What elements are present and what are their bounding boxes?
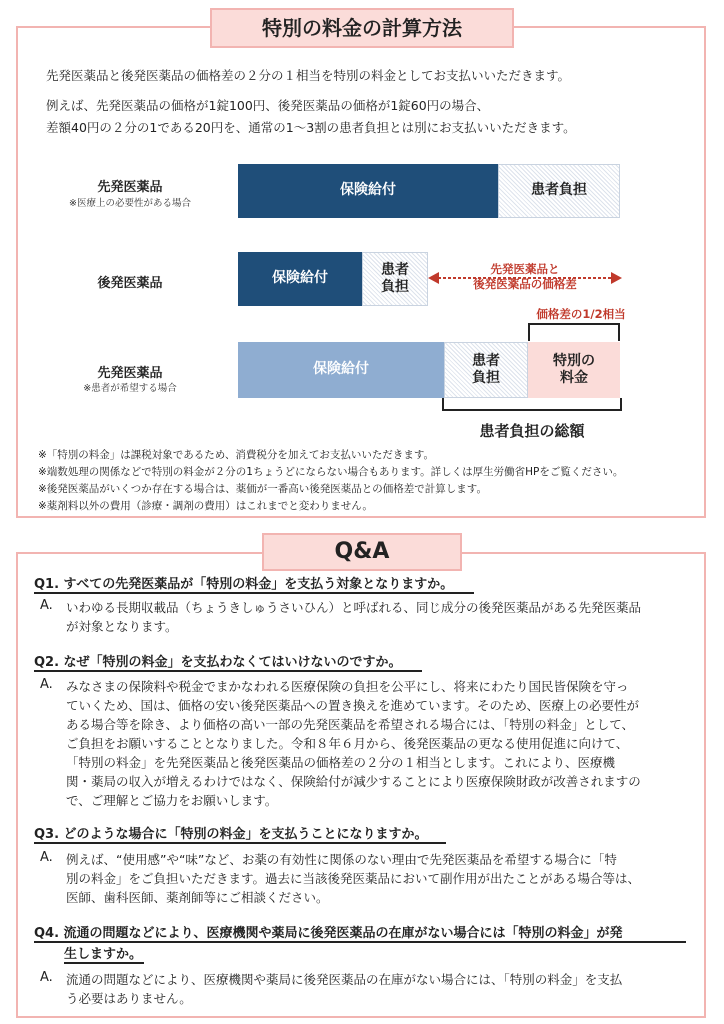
qa-title: Q&A <box>262 533 462 571</box>
patient-label: 患者 <box>381 261 409 278</box>
insurance-bar: 保険給付 <box>238 164 498 218</box>
insurance-bar: 保険給付 <box>238 252 362 306</box>
footnote: ※後発医薬品がいくつか存在する場合は、薬価が一番高い後発医薬品との価格差で計算します。 <box>38 483 487 495</box>
half-difference-label: 価格差の1/2相当 <box>536 307 626 321</box>
row-label: 後発医薬品 <box>97 276 163 291</box>
answer-3: 例えば、“使用感”や“味”など、お薬の有効性に関係のない理由で先発医薬品を希望する場合に「特 別の料金」をご負担いただきます。過去に当該後発医薬品において副作用が出たことがある場合等は、 医師、歯科医師、薬剤師等にご相談ください。 <box>66 852 641 905</box>
question-underline <box>64 962 144 964</box>
question-underline <box>34 592 474 594</box>
answer-mark: A. <box>40 850 53 865</box>
answer-mark: A. <box>40 970 53 985</box>
total-bracket <box>442 398 622 412</box>
answer-1: いわゆる長期収載品（ちょうきしゅうさいひん）と呼ばれる、同じ成分の後発医薬品がある先発医薬品 が対象となります。 <box>66 600 642 634</box>
row-label: 先発医薬品 <box>97 180 163 195</box>
question-4-cont: 生しますか。 <box>64 947 143 962</box>
patient-label: 負担 <box>381 279 409 295</box>
intro-text: 先発医薬品と後発医薬品の価格差の２分の１相当を特別の料金としてお支払いいただきます。 <box>46 68 571 83</box>
intro-text: 差額40円の２分の1である20円を、通常の1～3割の患者負担とは別にお支払いいただきます。 <box>46 120 576 135</box>
question-2: Q2. なぜ「特別の料金」を支払わなくてはいけないのですか。 <box>34 655 402 670</box>
question-1: Q1. すべての先発医薬品が「特別の料金」を支払う対象となりますか。 <box>34 577 454 592</box>
patient-bar <box>362 252 428 306</box>
section-title: 特別の料金の計算方法 <box>210 8 514 48</box>
special-fee-bar <box>528 342 620 398</box>
special-fee-label: 特別の <box>553 352 595 369</box>
answer-2: みなさまの保険料や税金でまかなわれる医療保険の負担を公平にし、将来にわたり国民皆保険を守っ ていくため、国は、価格の安い後発医薬品への置き換えを進めています。そのため、医療上の必要性が ある場合等を除き、より価格の高い一部の先発医薬品を希望される場合には、「特別の料金」として、 ご負担をお願いすることとなりました。令和８年６月から、後発医薬品の更なる使用促進に向けて、 「特別の料金」を先発医薬品と後発医薬品の価格差の２分の１相当とします。これにより、医療機 関・薬局の収入が増えるわけではなく、保険給付が減少することにより医療保険財政が改善されますの で、ご理解とご協力をお願いします。 <box>66 679 641 808</box>
patient-bar: 患者負担 <box>498 164 620 218</box>
answer-mark: A. <box>40 677 53 692</box>
question-underline <box>34 670 422 672</box>
footnote: ※「特別の料金」は課税対象であるため、消費税分を加えてお支払いいただきます。 <box>38 449 435 461</box>
patient-bar <box>444 342 528 398</box>
row-note: ※患者が希望する場合 <box>83 383 177 394</box>
row-note: ※医療上の必要性がある場合 <box>69 198 191 209</box>
price-difference-label: 先発医薬品と 後発医薬品の価格差 <box>473 262 577 291</box>
total-label: 患者負担の総額 <box>479 422 585 440</box>
question-4: Q4. 流通の問題などにより、医療機関や薬局に後発医薬品の在庫がない場合には「特別の料金」が発 <box>34 926 623 941</box>
intro-text: 例えば、先発医薬品の価格が1錠100円、後発医薬品の価格が1錠60円の場合、 <box>46 98 490 113</box>
insurance-bar: 保険給付 <box>238 342 444 398</box>
patient-label: 負担 <box>472 370 500 386</box>
question-underline <box>34 842 446 844</box>
patient-label: 患者 <box>472 352 500 369</box>
answer-mark: A. <box>40 598 53 613</box>
special-fee-label: 料金 <box>560 370 588 386</box>
answer-4: 流通の問題などにより、医療機関や薬局に後発医薬品の在庫がない場合には、「特別の料金」を支払 う必要はありません。 <box>66 972 623 1006</box>
half-bracket <box>528 322 620 342</box>
footnote: ※端数処理の関係などで特別の料金が２分の1ちょうどにならない場合もあります。詳しくは厚生労働省HPをご覧ください。 <box>38 466 624 478</box>
footnote: ※薬剤料以外の費用（診療・調剤の費用）はこれまでと変わりません。 <box>38 500 373 512</box>
row-label: 先発医薬品 <box>97 366 163 381</box>
question-3: Q3. どのような場合に「特別の料金」を支払うことになりますか。 <box>34 827 428 842</box>
